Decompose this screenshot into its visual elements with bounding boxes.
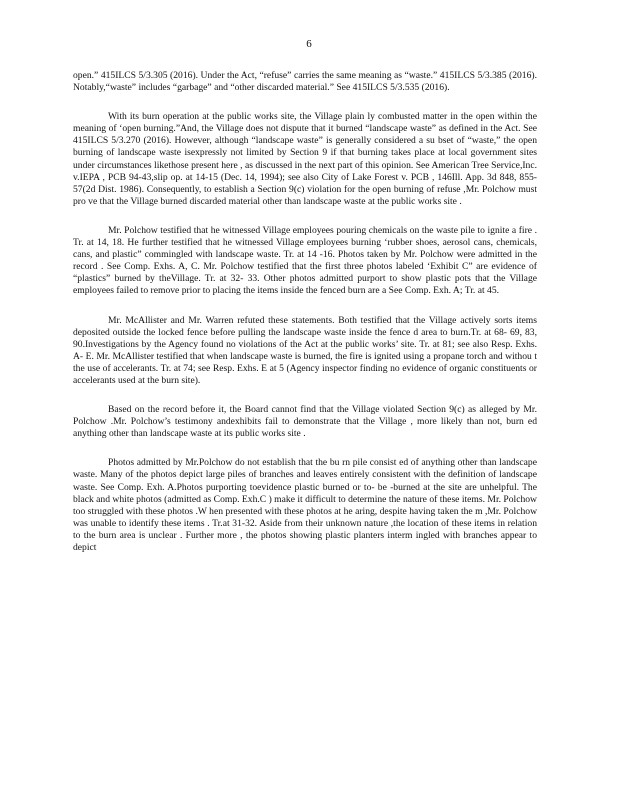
page-number: 6	[306, 38, 312, 50]
paragraph-definitions: open.” 415ILCS 5/3.305 (2016). Under the Act, “refuse” carries the same meaning as “waste.” 415ILCS 5/3.385 (2016). Notably,“waste” includes “garbage” and “other discarded material.” See 415ILCS 5/3.535 (2016).	[73, 70, 537, 94]
paragraph-polchow-testimony: Mr. Polchow testified that he witnessed Village employees pouring chemicals on the waste pile to ignite a fire . Tr. at 14, 18. He further testified that he witnessed Village employees burning ‘rubber shoes, aerosol cans, chemicals, cans, and plastic” commingled with landscape waste. Tr. at 14 -16. Photos taken by Mr. Polchow were admitted in the record . See Comp. Exhs. A, C. Mr. Polchow testified that the first three photos labeled ‘Exhibit C” are evidence of “plastics” burned by theVillage. Tr. at 32- 33. Other photos admitted purport to show plastic pots that the Village employees failed to remove prior to placing the items inside the fenced burn are a See Comp. Exh. A; Tr. at 45.	[73, 224, 537, 297]
paragraph-photo-evidence: Photos admitted by Mr.Polchow do not establish that the bu rn pile consist ed of anything other than landscape waste. Many of the photos depict large piles of branches and leaves entirely consistent with the definition of landscape waste. See Comp. Exh. A.Photos purporting toevidence plastic burned or to- be -burned at the site are unhelpful. The black and white photos (admitted as Comp. Exh.C ) make it difficult to determine the nature of these items. Mr. Polchow too struggled with these photos .W hen presented with these photos at he aring, despite having taken the m ,Mr. Polchow was unable to identify these items . Tr.at 31-32. Aside from their unknown nature ,the location of these items in relation to the burn area is unclear . Further more , the photos showing plastic planters interm ingled with branches appear to depict	[73, 457, 537, 553]
paragraph-open-burning: With its burn operation at the public works site, the Village plain ly combusted matter in the open within the meaning of ‘open burning.”And, the Village does not dispute that it burned “landscape waste” as defined in the Act. See 415ILCS 5/3.270 (2016). However, although “landscape waste” is generally considered a su bset of “waste,” the open burning of landscape waste isexpressly not limited by Section 9 if that burning takes place at local government sites under circumstances likethose present here , as discussed in the next part of this opinion. See American Tree Service,Inc. v.IEPA , PCB 94-43,slip op. at 14-15 (Dec. 14, 1994); see also City of Lake Forest v. PCB , 146Ill. App. 3d 848, 855-57(2d Dist. 1986). Consequently, to establish a Section 9(c) violation for the open burning of refuse ,Mr. Polchow must pro ve that the Village burned discarded material other than landscape waste at the public works site .	[73, 111, 537, 207]
paragraph-rebuttal: Mr. McAllister and Mr. Warren refuted these statements. Both testified that the Village actively sorts items deposited outside the locked fence before pulling the landscape waste inside the fence d area to burn.Tr. at 68- 69, 83, 90.Investigations by the Agency found no violations of the Act at the public works’ site. Tr. at 81; see also Resp. Exhs. A- E. Mr. McAllister testified that when landscape waste is burned, the fire is ignited using a propane torch and withou t the use of accelerants. Tr. at 74; see Resp. Exhs. E at 5 (Agency inspector finding no evidence of organic constituents or accelerants used at the burn site).	[73, 314, 537, 386]
opinion-body	[73, 70, 537, 571]
paragraph-board-finding: Based on the record before it, the Board cannot find that the Village violated Section 9(c) as alleged by Mr. Polchow .Mr. Polchow’s testimony andexhibits fail to demonstrate that the Village , more likely than not, burn ed anything other than landscape waste at its public works site .	[73, 404, 537, 440]
